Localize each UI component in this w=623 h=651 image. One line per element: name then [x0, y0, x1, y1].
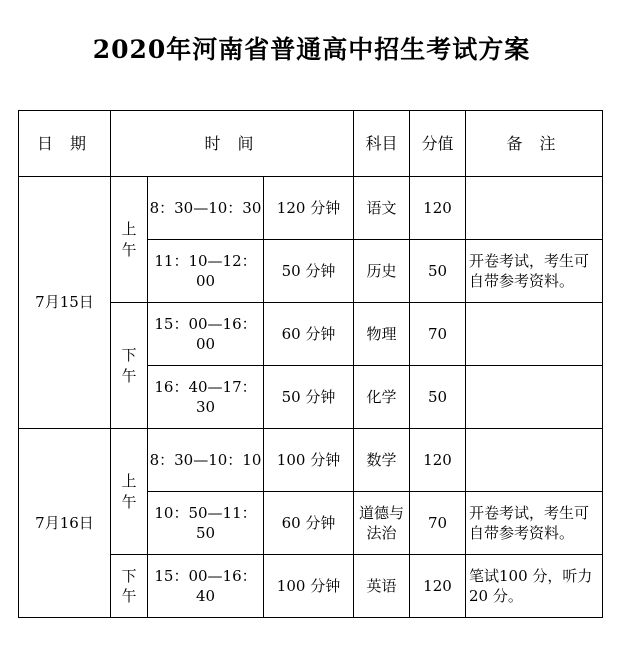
note-cell — [466, 303, 603, 366]
header-date: 日 期 — [19, 111, 111, 177]
duration-cell: 50 分钟 — [264, 366, 354, 429]
period-char: 午 — [121, 240, 137, 259]
time-cell: 16：40—17：30 — [148, 366, 264, 429]
period-char: 下 — [121, 346, 137, 365]
note-cell — [466, 429, 603, 492]
period-afternoon — [111, 303, 148, 429]
time-cell: 8：30—10：10 — [148, 429, 264, 492]
table-row — [19, 429, 603, 492]
note-cell — [466, 366, 603, 429]
time-cell: 8：30—10：30 — [148, 177, 264, 240]
subject-line: 法治 — [366, 524, 397, 542]
period-char: 上 — [121, 220, 137, 239]
score-cell: 120 — [410, 429, 466, 492]
subject-cell — [354, 492, 410, 555]
header-row — [19, 111, 603, 177]
period-morning — [111, 177, 148, 303]
date-cell: 7月16日 — [19, 429, 111, 618]
duration-cell: 100 分钟 — [264, 555, 354, 618]
score-cell: 50 — [410, 366, 466, 429]
subject-cell: 物理 — [354, 303, 410, 366]
date-cell: 7月15日 — [19, 177, 111, 429]
score-cell: 70 — [410, 492, 466, 555]
period-afternoon — [111, 555, 148, 618]
document-title: 2020年河南省普通高中招生考试方案 — [92, 35, 531, 64]
score-cell: 50 — [410, 240, 466, 303]
period-morning — [111, 429, 148, 555]
table-row — [19, 177, 603, 240]
header-score: 分值 — [410, 111, 466, 177]
subject-cell: 历史 — [354, 240, 410, 303]
subject-cell: 化学 — [354, 366, 410, 429]
note-cell: 开卷考试，考生可自带参考资料。 — [466, 240, 603, 303]
duration-cell: 120 分钟 — [264, 177, 354, 240]
period-char: 下 — [121, 566, 137, 585]
header-notes: 备 注 — [466, 111, 603, 177]
time-cell: 10：50—11：50 — [148, 492, 264, 555]
score-cell: 70 — [410, 303, 466, 366]
period-char: 上 — [121, 472, 137, 491]
subject-line: 道德与 — [358, 503, 404, 522]
duration-cell: 60 分钟 — [264, 303, 354, 366]
header-subject: 科目 — [354, 111, 410, 177]
score-cell: 120 — [410, 177, 466, 240]
time-cell: 15：00—16：00 — [148, 303, 264, 366]
duration-cell: 50 分钟 — [264, 240, 354, 303]
subject-cell: 英语 — [354, 555, 410, 618]
header-time: 时 间 — [111, 111, 354, 177]
note-cell: 开卷考试，考生可自带参考资料。 — [466, 492, 603, 555]
duration-cell: 100 分钟 — [264, 429, 354, 492]
note-cell: 笔试100 分，听力20 分。 — [466, 555, 603, 618]
period-char: 午 — [121, 587, 137, 605]
note-cell — [466, 177, 603, 240]
time-cell: 11：10—12：00 — [148, 240, 264, 303]
period-char: 午 — [121, 492, 137, 511]
exam-schedule-table — [18, 110, 603, 618]
duration-cell: 60 分钟 — [264, 492, 354, 555]
time-cell: 15：00—16：40 — [148, 555, 264, 618]
subject-cell: 语文 — [354, 177, 410, 240]
subject-cell: 数学 — [354, 429, 410, 492]
score-cell: 120 — [410, 555, 466, 618]
period-char: 午 — [121, 366, 137, 385]
